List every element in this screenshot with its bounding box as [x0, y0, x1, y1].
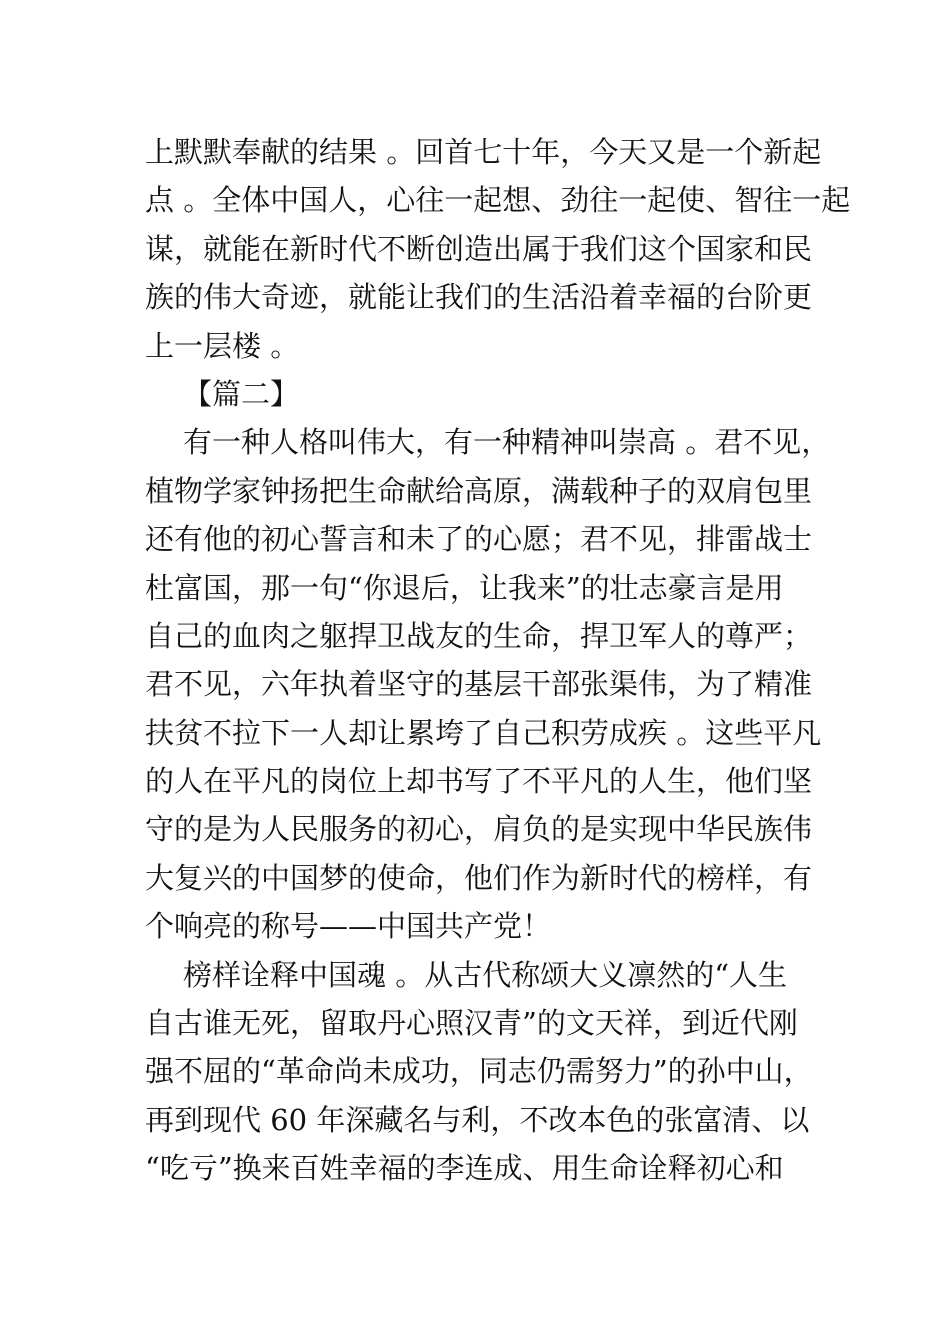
text-line: 自古谁无死，留取丹心照汉青”的文天祥，到近代刚	[145, 1006, 798, 1041]
text-line: 个响亮的称号——中国共产党！	[145, 909, 552, 944]
text-line: 扶贫不拉下一人却让累垮了自己积劳成疾 。这些平凡	[145, 715, 822, 750]
text-line: 上默默奉献的结果 。回首七十年，今天又是一个新起	[145, 135, 822, 169]
text-line: 点 。全体中国人，心往一起想、劲往一起使、智往一起	[145, 183, 851, 218]
paragraph-start-line: 有一种人格叫伟大，有一种精神叫崇高 。君不见，	[183, 425, 831, 460]
paragraph-start-line: 【篇二】	[183, 376, 300, 411]
text-line: 杜富国，那一句“你退后，让我来”的壮志豪言是用	[145, 570, 784, 605]
text-line: 族的伟大奇迹，就能让我们的生活沿着幸福的台阶更	[145, 280, 813, 315]
text-line: “吃亏”换来百姓幸福的李连成、用生命诠释初心和	[145, 1151, 784, 1186]
text-line: 强不屈的“革命尚未成功，同志仍需努力”的孙中山，	[145, 1054, 813, 1089]
text-line: 谋，就能在新时代不断创造出属于我们这个国家和民	[145, 231, 813, 266]
text-line: 上一层楼 。	[145, 328, 300, 363]
text-line: 自己的血肉之躯捍卫战友的生命，捍卫军人的尊严；	[145, 618, 813, 653]
text-line: 君不见，六年执着坚守的基层干部张渠伟，为了精准	[145, 667, 813, 702]
text-line: 再到现代 60 年深藏名与利，不改本色的张富清、以	[145, 1102, 810, 1137]
text-line: 植物学家钟扬把生命献给高原，满载种子的双肩包里	[145, 473, 813, 508]
text-line: 守的是为人民服务的初心，肩负的是实现中华民族伟	[145, 812, 813, 847]
text-line: 大复兴的中国梦的使命，他们作为新时代的榜样，有	[145, 860, 813, 895]
body-text	[145, 128, 851, 1193]
text-line: 还有他的初心誓言和未了的心愿；君不见，排雷战士	[145, 522, 813, 557]
text-line: 的人在平凡的岗位上却书写了不平凡的人生，他们坚	[145, 764, 813, 799]
paragraph-start-line: 榜样诠释中国魂 。从古代称颂大义凛然的“人生	[183, 957, 788, 992]
